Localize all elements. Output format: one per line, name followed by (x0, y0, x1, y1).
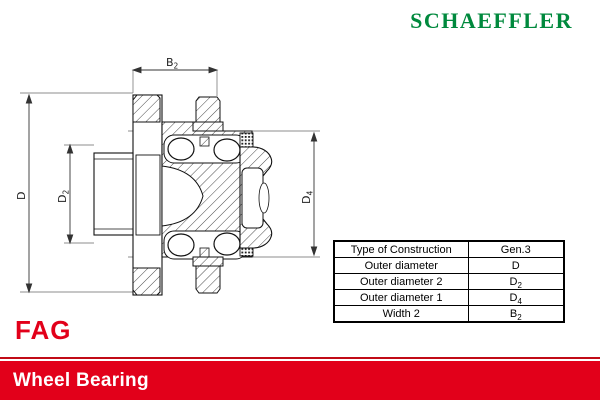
product-banner (0, 361, 600, 400)
spec-label: Outer diameter 1 (334, 290, 468, 306)
bearing-ball (168, 234, 194, 256)
spec-value: Gen.3 (468, 241, 564, 258)
fag-logo: FAG (15, 315, 72, 345)
table-row (334, 241, 564, 258)
outer-housing (240, 147, 272, 248)
spec-value: $D_4$ (468, 290, 564, 306)
spec-label: Outer diameter (334, 258, 468, 274)
hub-flange (94, 95, 162, 295)
spec-value: $D_2$ (468, 274, 564, 290)
seal-top (240, 133, 253, 147)
spec-label: Type of Construction (334, 241, 468, 258)
spec-value: D (468, 258, 564, 274)
spec-table (333, 240, 565, 323)
spec-value: $B_2$ (468, 306, 564, 323)
bearing-ball (168, 138, 194, 160)
bearing-ball (214, 233, 240, 255)
spec-label: Width 2 (334, 306, 468, 323)
bearing-ball (214, 139, 240, 161)
dim-label-d2: $D_2$ (56, 189, 71, 203)
dim-label-b2: $B_2$ (166, 56, 179, 71)
schaeffler-logo: SCHAEFFLER (410, 8, 573, 33)
spec-label: Outer diameter 2 (334, 274, 468, 290)
pilot-cylinder (94, 153, 133, 235)
page-title: Wheel Bearing (13, 369, 149, 391)
red-divider-line (0, 357, 600, 359)
table-row (334, 290, 564, 306)
dim-label-d4: $D_4$ (300, 190, 315, 204)
table-row (334, 258, 564, 274)
dim-label-d: D (15, 191, 28, 200)
table-row (334, 306, 564, 323)
table-row (334, 274, 564, 290)
